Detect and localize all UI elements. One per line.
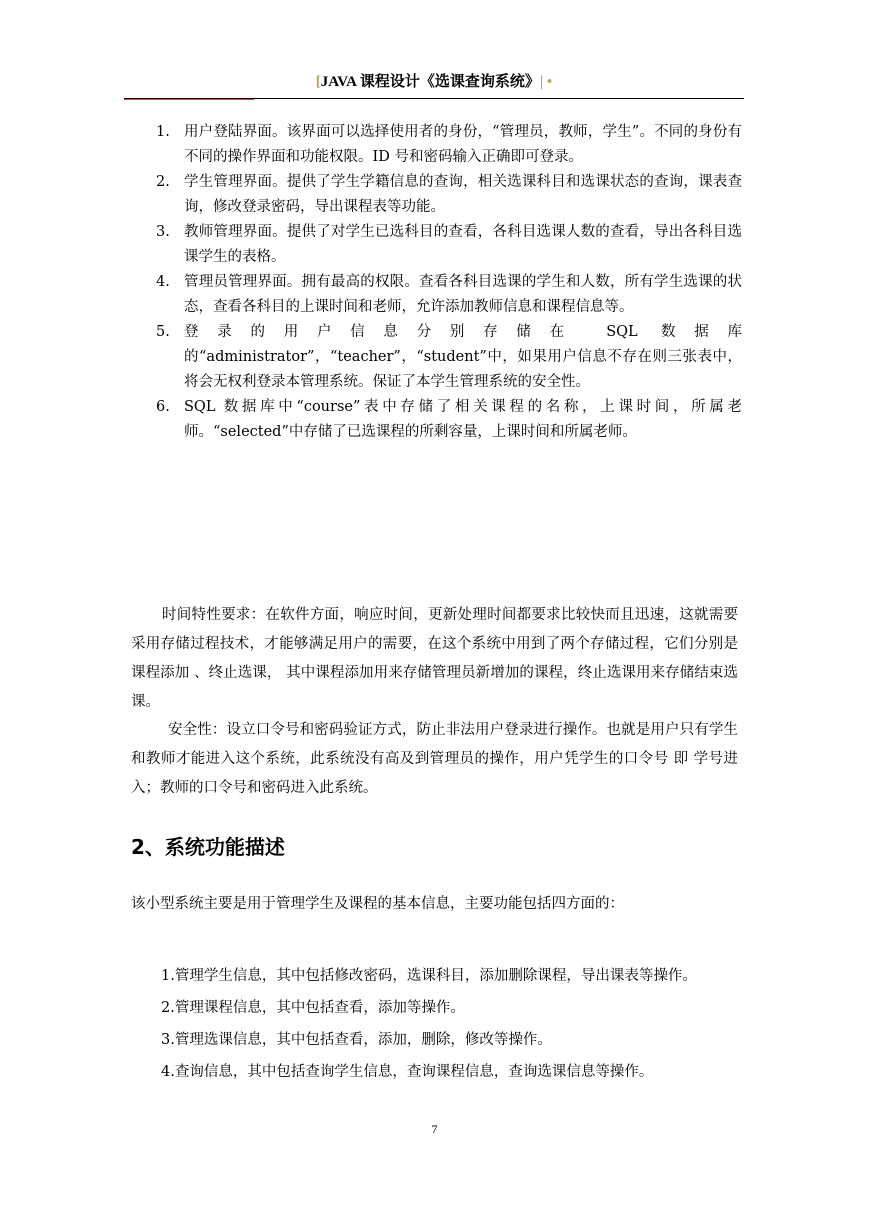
header-accent-rule (124, 99, 254, 100)
list-item-text: 用户登陆界面。该界面可以选择使用者的身份，“管理员，教师，学生”。不同的身份有不同的操作界面和功能权限。ID 号和密码输入正确即可登录。 (184, 124, 742, 165)
list-item-number: 1. (156, 124, 170, 140)
list-item-text: 教师管理界面。提供了对学生已选科目的查看，各科目选课人数的查看，导出各科目选课学生的表格。 (184, 224, 742, 265)
list-item-number: 6. (156, 399, 170, 415)
list-item-text: 管理员管理界面。拥有最高的权限。查看各科目选课的学生和人数，所有学生选课的状态，查看各科目的上课时间和老师，允许添加教师信息和课程信息等。 (184, 274, 742, 315)
list-item-number: 4. (156, 274, 170, 290)
list-item (152, 120, 742, 170)
list-item-text: SQL 数据库中“course”表中存储了相关课程的名称，上课时间，所属老师。“selected”中存储了已选课程的所剩容量，上课时间和所属老师。 (184, 399, 742, 440)
function-list (161, 960, 741, 1088)
list-item-number: 2. (156, 174, 170, 190)
section-intro: 该小型系统主要是用于管理学生及课程的基本信息，主要功能包括四方面的： (131, 896, 624, 912)
header-bracket-close: | (539, 74, 544, 90)
section-heading: 2、系统功能描述 (131, 835, 285, 859)
list-item (152, 170, 742, 220)
header-title: JAVA 课程设计《选课查询系统》 (320, 74, 540, 90)
feature-list (152, 120, 742, 445)
list-item (152, 220, 742, 270)
list-item (152, 270, 742, 320)
header-dot: • (546, 74, 553, 90)
timing-requirements-paragraph: 时间特性要求：在软件方面，响应时间，更新处理时间都要求比较快而且迅速，这就需要采用存储过程技术，才能够满足用户的需要，在这个系统中用到了两个存储过程，它们分别是课程添加 、终止选课， 其中课程添加用来存储管理员新增加的课程，终止选课用来存储结束选课。 (131, 607, 738, 710)
list-item: 2.管理课程信息，其中包括查看，添加等操作。 (161, 1000, 465, 1016)
list-item (152, 395, 742, 445)
running-header (124, 70, 744, 94)
list-item-text: 学生管理界面。提供了学生学籍信息的查询，相关选课科目和选课状态的查询，课表查询，修改登录密码，导出课程表等功能。 (184, 174, 742, 215)
list-item: 3.管理选课信息，其中包括查看，添加，删除，修改等操作。 (161, 1032, 552, 1048)
list-item: 1.管理学生信息，其中包括修改密码，选课科目，添加删除课程，导出课表等操作。 (161, 968, 697, 984)
list-item (152, 320, 742, 395)
security-paragraph: 安全性：设立口令号和密码验证方式，防止非法用户登录进行操作。也就是用户只有学生和教师才能进入这个系统，此系统没有高及到管理员的操作，用户凭学生的口令号 即 学号进入；教师的口令号和密码进入此系统。 (131, 722, 738, 796)
header-bracket-open: [ (315, 74, 321, 90)
list-item-number: 5. (156, 324, 170, 340)
list-item-number: 3. (156, 224, 170, 240)
list-item: 4.查询信息，其中包括查询学生信息，查询课程信息，查询选课信息等操作。 (161, 1064, 654, 1080)
page-number: 7 (431, 1122, 438, 1136)
list-item-text: 登录的用户信息分别存储在 SQL 数据库的“administrator”，“teacher”，“student”中，如果用户信息不存在则三张表中，将会无权利登录本管理系统。保证了本学生管理系统的安全性。 (184, 324, 742, 390)
